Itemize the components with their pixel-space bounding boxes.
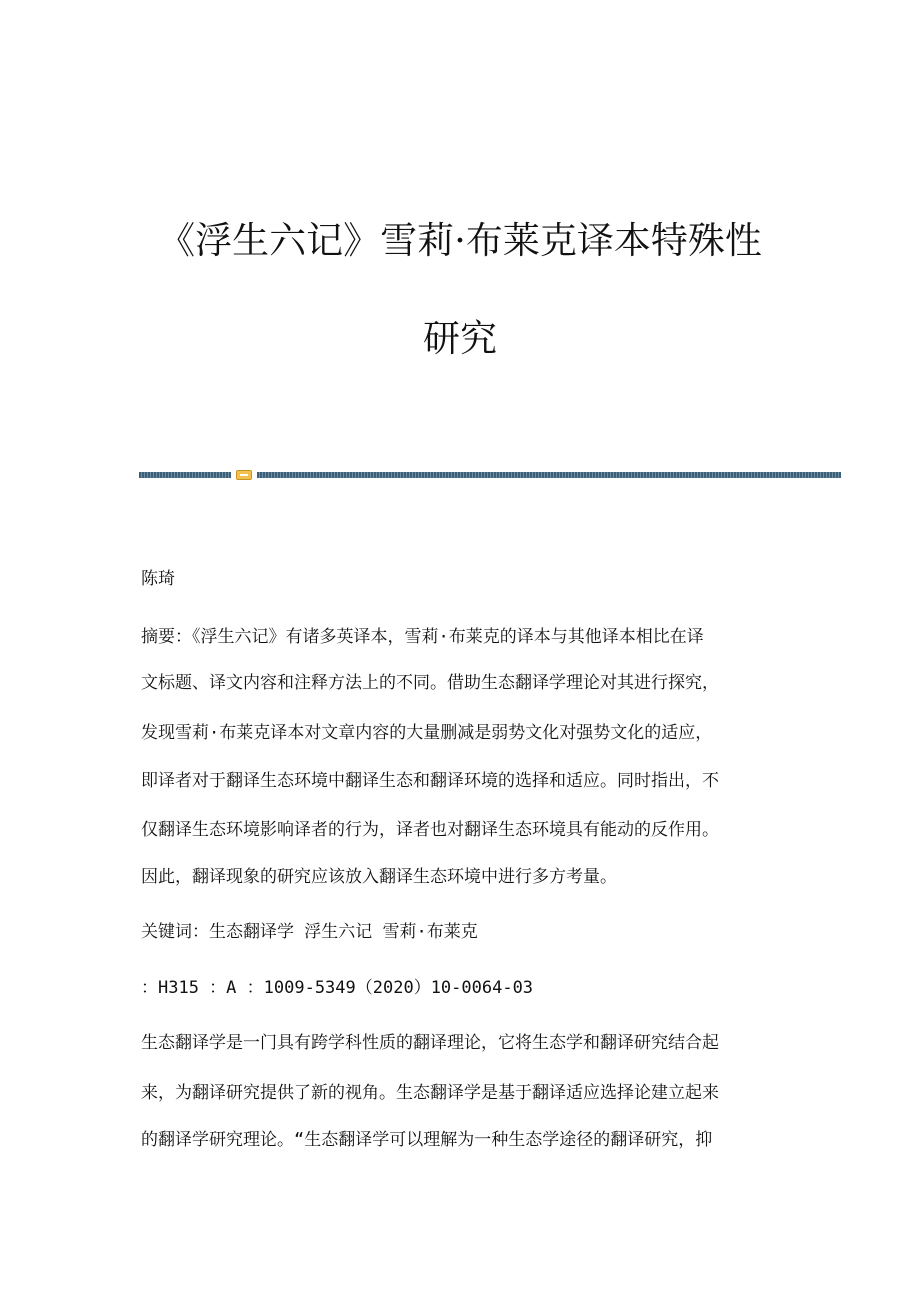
keywords-line: 关键词：生态翻译学 浮生六记 雪莉·布莱克 [141,922,478,942]
paper-title-line-2: 研究 [423,317,497,360]
abstract-line: 即译者对于翻译生态环境中翻译生态和翻译环境的选择和适应。同时指出，不 [141,771,719,791]
divider-bar-right [257,472,841,478]
body-text-line: 来，为翻译研究提供了新的视角。生态翻译学是基于翻译适应选择论建立起来 [141,1083,719,1103]
title-divider [139,470,841,480]
divider-bar-left [139,472,231,478]
abstract-line: 文标题、译文内容和注释方法上的不同。借助生态翻译学理论对其进行探究， [141,673,719,693]
body-text-line: 的翻译学研究理论。“生态翻译学可以理解为一种生态学途径的翻译研究，抑 [141,1130,713,1150]
abstract-line: 发现雪莉·布莱克译本对文章内容的大量删减是弱势文化对强势文化的适应， [141,723,713,743]
abstract-line: 摘要：《浮生六记》有诸多英译本，雪莉·布莱克的译本与其他译本相比在译 [141,627,704,647]
author-name: 陈琦 [141,569,175,589]
body-text-line: 生态翻译学是一门具有跨学科性质的翻译理论，它将生态学和翻译研究结合起 [141,1033,719,1053]
classification-line: ：H315 ：A ：1009-5349（2020）10-0064-03 [141,978,534,998]
abstract-line: 因此，翻译现象的研究应该放入翻译生态环境中进行多方考量。 [141,867,617,887]
abstract-line: 仅翻译生态环境影响译者的行为，译者也对翻译生态环境具有能动的反作用。 [141,820,719,840]
divider-ornament-icon [236,470,252,480]
paper-title-line-1: 《浮生六记》雪莉·布莱克译本特殊性 [158,219,762,262]
